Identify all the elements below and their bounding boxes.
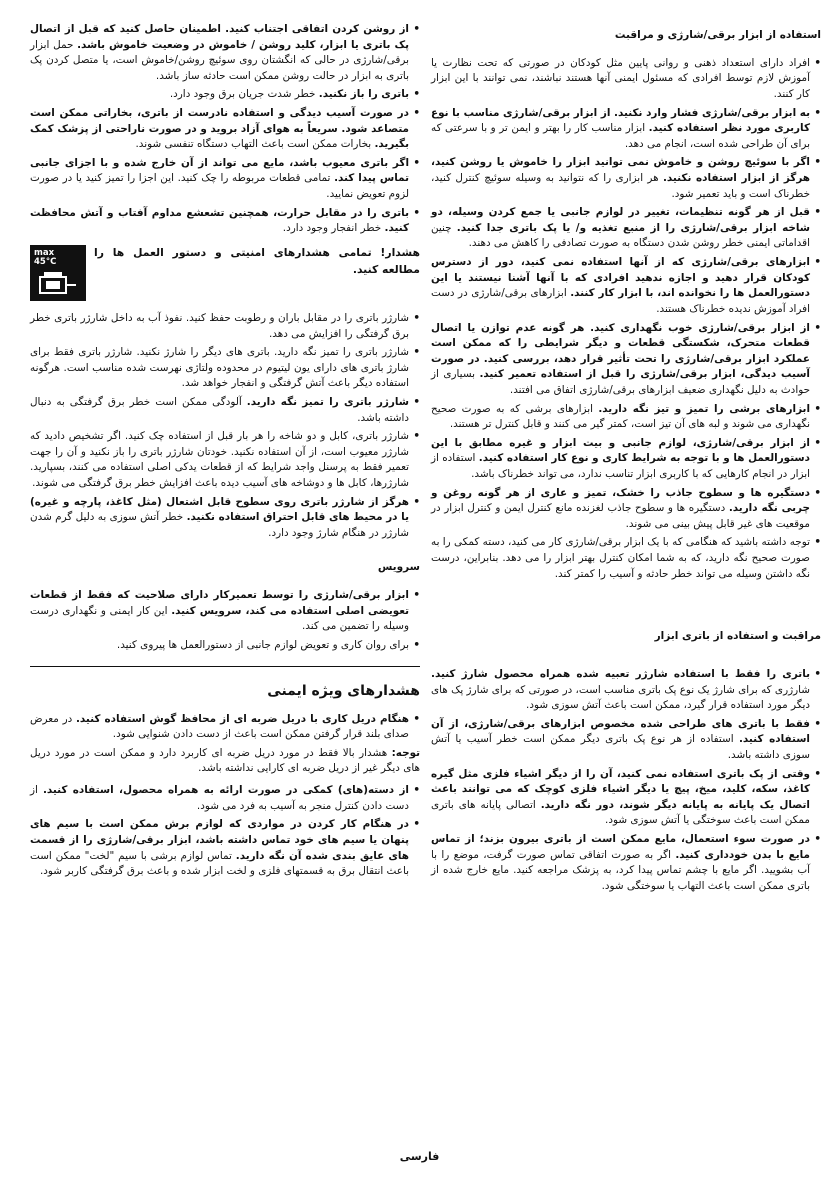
warning-box bbox=[30, 245, 420, 301]
list-item: • در صورت سوء استعمال، مایع ممکن است از باتری بیرون بزند؛ از تماس مایع با بدن خودداری کنید. اگر به صورت اتفاقی تماس صورت گرفت، موضع را با آب بشویید. اگر مایع با چشم تماس پیدا کرد، به پزشک مراجعه کنید. مایع خارج شده از باتری ممکن است باعث التهاب یا سوختگی شود. bbox=[431, 832, 821, 894]
charger-temperature-icon bbox=[30, 245, 86, 301]
charger-icon bbox=[38, 269, 78, 297]
list-item: • وقتی از پک باتری استفاده نمی کنید، آن را از دیگر اشیاء فلزی مثل گیره کاغذ، سکه، کلید، میخ، پیچ یا دیگر اشیاء فلزی کوچک که می توانند باعث اتصال یک پایانه به پایانه دیگر شوند، دور نگه دارید. اتصالی پایانه های باتری ممکن است باعث سوختگی یا آتش سوزی شود. bbox=[431, 767, 821, 829]
icon-label-temp: 45°C bbox=[34, 256, 57, 267]
note-paragraph: توجه: هشدار بالا فقط در مورد دریل ضربه ای کاربرد دارد و ممکن است در مورد دریل های دیگر غیر از دریل ضربه ای کارایی نداشته باشد. bbox=[30, 746, 421, 775]
list-item: • از ابزار برقی/شارژی، لوازم جانبی و بیت ابزار و غیره مطابق با این دستورالعمل ها و با توجه به شرایط کاری و نوع کار استفاده کنید. استفاده از ابزار در انجام کارهایی که با کاربری ابزار تناسب ندارد، می تواند خطرناک باشد. bbox=[431, 436, 821, 483]
list-item: • فقط با باتری های طراحی شده مخصوص ابزارهای برقی/شارژی، از آن استفاده کنید. استفاده از هر نوع پک باتری دیگر ممکن است خطر آسیب یا آتش سوزی داشته باشد. bbox=[431, 717, 821, 764]
special-warnings-title: هشدارهای ویژه ایمنی bbox=[267, 682, 420, 699]
list-item: • برای روان کاری و تعویض لوازم جانبی از دستورالعمل ها پیروی کنید. bbox=[30, 638, 420, 654]
list-item: • هرگز از شارژر باتری روی سطوح قابل اشتعال (مثل کاغذ، پارچه و غیره) یا در محیط های قابل احتراق استفاده نکنید. خطر آتش سوزی به دلیل گرم شدن شارژر در هنگام شارژ وجود دارد. bbox=[30, 495, 420, 542]
list-item: • هنگام دریل کاری با دریل ضربه ای از محافظ گوش استفاده کنید. در معرض صدای بلند قرار گرفتن ممکن است باعث از دست دادن شنوایی شود. bbox=[30, 712, 420, 743]
right-column bbox=[431, 22, 821, 898]
section-title-tool-use: استفاده از ابزار برقی/شارژی و مراقبت bbox=[614, 29, 821, 41]
list-item: • شارژر باتری را تمیز نگه دارید. باتری های دیگر را شارژ نکنید. شارژر باتری فقط برای شارژ باتری های دارای یون لیتیوم در محدوده ولتاژی نهرست شده مناسب است. هرگونه استفاده دیگر باعث آتش گرفتگی و انفجار خواهد شد. bbox=[30, 345, 420, 392]
left-column bbox=[30, 22, 420, 883]
battery-care-list bbox=[431, 667, 821, 895]
list-item: • اگر باتری معیوب باشد، مایع می تواند از آن خارج شده و با اجزای جانبی تماس پیدا کند. تمامی قطعات مربوطه را چک کنید. این اجزا را تمیز کنید یا در صورت لزوم تعویض نمایید. bbox=[30, 156, 420, 203]
service-list bbox=[30, 588, 420, 653]
section-title-service: سرویس bbox=[377, 561, 420, 574]
list-item: • به ابزار برقی/شارژی فشار وارد نکنید. از ابزار برقی/شارژی مناسب با نوع کاربری مورد نظر استفاده کنید. ابزار مناسب کار را بهتر و ایمن تر و با سرعتی که برای آن طراحی شده است، انجام می دهد. bbox=[431, 106, 821, 153]
page-footer-language: فارسی bbox=[399, 1150, 440, 1163]
list-item: • اگر با سوئیچ روشن و خاموش نمی توانید ابزار را خاموش یا روشن کنید، هرگز از ابزار استفاده نکنید. هر ابزاری را که نتوانید به وسیله سوئیچ کنترل کنید، خطرناک است و باید تعمیر شود. bbox=[431, 155, 821, 202]
list-item: • توجه داشته باشید که هنگامی که با یک ابزار برقی/شارژی کار می کنید، دسته کمکی را به صورت صحیح نگه دارید، که به شما امکان کنترل بهتر ابزار را می دهد. بنابراین، درست نگه داشتن وسیله می تواند خطر حادثه و آسیب را کمتر کند. bbox=[431, 535, 821, 582]
list-item: • در هنگام کار کردن در مواردی که لوازم برش ممکن است با سیم های پنهان یا سیم های خود تماس داشته باشد، ابزار برقی/شارژی را از قسمت های عایق بندی شده آن نگه دارید. تماس لوازم برشی با سیم "لخت" ممکن است باعث انتقال برق به قسمتهای فلزی و لخت ابزار شده و باعث برق گرفتگی کاربر شود. bbox=[30, 817, 420, 879]
list-item: • ابزار برقی/شارژی را توسط تعمیرکار دارای صلاحیت که فقط از قطعات تعویضی اصلی استفاده می کند، سرویس کنید. این کار ایمنی و نگهداری درست وسیله را تضمین می کند. bbox=[30, 588, 420, 635]
list-item: • ابزارهای برشی را تمیز و تیز نگه دارید. ابزارهای برشی که به صورت صحیح نگهداری می شوند و لبه های آن تیز است، کمتر گیر می کنند و قابل کنترل تر هستند. bbox=[431, 402, 821, 433]
list-item: • دستگیره ها و سطوح جاذب را خشک، تمیز و عاری از هر گونه روغن و چربی نگه دارید. دستگیره ها و سطوح جاذب لغزنده مانع کنترل ایمن و کنترل ابزار در موقعیت های غیر قابل پیش بینی می شوند. bbox=[431, 486, 821, 533]
list-item: • شارژر باتری را در مقابل باران و رطوبت حفظ کنید. نفوذ آب به داخل شارژر باتری خطر برق گرفتگی را افزایش می دهد. bbox=[30, 311, 420, 342]
list-item: • باتری را باز نکنید. خطر شدت جریان برق وجود دارد. bbox=[30, 87, 420, 103]
battery-safety-list bbox=[30, 22, 420, 237]
list-item: • افراد دارای استعداد ذهنی و روانی پایین مثل کودکان در صورتی که تحت نظارت یا آموزش لازم توسط افرادی که مسئول ایمنی آنها هستند نباشند، نمی توانند با این ابزار کار کنند. bbox=[431, 56, 821, 103]
charger-safety-list bbox=[30, 311, 420, 542]
list-item: • باتری را در مقابل حرارت، همچنین تشعشع مداوم آفتاب و آتش محافظت کنید. خطر انفجار وجود دارد. bbox=[30, 206, 420, 237]
list-item: • شارژر باتری را تمیز نگه دارید. آلودگی ممکن است خطر برق گرفتگی به دنبال داشته باشد. bbox=[30, 395, 420, 426]
list-item: • قبل از هر گونه تنظیمات، تغییر در لوازم جانبی یا جمع کردن وسیله، دو شاخه ابزار برقی/شارژی را از منبع تغذیه و/ یا پک باتری جدا کنید. چنین اقداماتی ایمنی خطر روشن شدن دستگاه به صورت تصادفی را کاهش می دهند. bbox=[431, 205, 821, 252]
section-divider bbox=[30, 666, 420, 667]
list-item: • شارژر باتری، کابل و دو شاخه را هر بار قبل از استفاده چک کنید. اگر تشخیص دادید که شارژر معیوب است، از آن استفاده نکنید. خودتان شارژر باتری را باز نکنید و آن را جهت تعمیر فقط به پرسنل واجد شرایط که از قطعات یدکی اصلی استفاده می کنند، بسپارید. شارژرها، کابل ها و دوشاخه های آسیب دیده باعث افزایش خطر برق گرفتگی می شوند. bbox=[30, 429, 420, 491]
list-item: • باتری را فقط با استفاده شارژر تعبیه شده همراه محصول شارژ کنید. شارژری که برای شارژ یک نوع پک باتری مناسب است، در صورتی که برای شارژ پک های دیگر مورد استفاده قرار گیرد، ممکن است باعث آتش سوزی شود. bbox=[431, 667, 821, 714]
tool-use-list bbox=[431, 56, 821, 583]
list-item: • از دسته(های) کمکی در صورت ارائه به همراه محصول، استفاده کنید. از دست دادن کنترل منجر به آسیب به فرد می شود. bbox=[30, 783, 420, 814]
list-item: • از ابزار برقی/شارژی خوب نگهداری کنید. هر گونه عدم توازن یا اتصال قطعات متحرک، شکستگی قطعات و دیگر شرایطی را که ممکن است عملکرد ابزار برقی/شارژی را تحت تأثیر قرار دهد، بررسی کنید. در صورت آسیب دیدگی، ابزار برقی/شارژی را قبل از استفاده تعمیر کنید. بسیاری از حوادث به دلیل نگهداری ضعیف ابزارهای برقی/شارژی اتفاق می افتند. bbox=[431, 321, 821, 399]
icon-label-max: max bbox=[34, 247, 55, 258]
list-item: • از روشن کردن اتفاقی اجتناب کنید. اطمینان حاصل کنید که قبل از اتصال پک باتری یا ابزار، کلید روشن / خاموش در وضعیت خاموش باشد. حمل ابزار برقی/شارژی در حالی که انگشتان روی سوئیچ روشن/خاموش است، یا متصل کردن پک باتری به ابزار در حالت روشن ممکن است حادثه ساز باشد. bbox=[30, 22, 420, 84]
list-item: • در صورت آسیب دیدگی و استفاده نادرست از باتری، بخاراتی ممکن است متصاعد شود. سریعاً به هوای آزاد بروید و در صورت ناراحتی از پزشک کمک بگیرید. بخارات ممکن است باعث التهاب دستگاه تنفسی شوند. bbox=[30, 106, 420, 153]
warning-text: هشدار! تمامی هشدارهای امنیتی و دستور العمل ها را مطالعه کنید. bbox=[94, 245, 420, 276]
list-item: • ابزارهای برقی/شارژی که از آنها استفاده نمی کنید، دور از دسترس کودکان قرار دهید و اجازه ندهید افرادی که با آنها آشنا نیستند یا این دستورالعمل ها را نخوانده اند، با ابزار کار کنند. ابزارهای برقی/شارژی در دست افراد آموزش ندیده خطرناک هستند. bbox=[431, 255, 821, 317]
section-title-battery-care: مراقبت و استفاده از باتری ابزار bbox=[654, 630, 821, 643]
